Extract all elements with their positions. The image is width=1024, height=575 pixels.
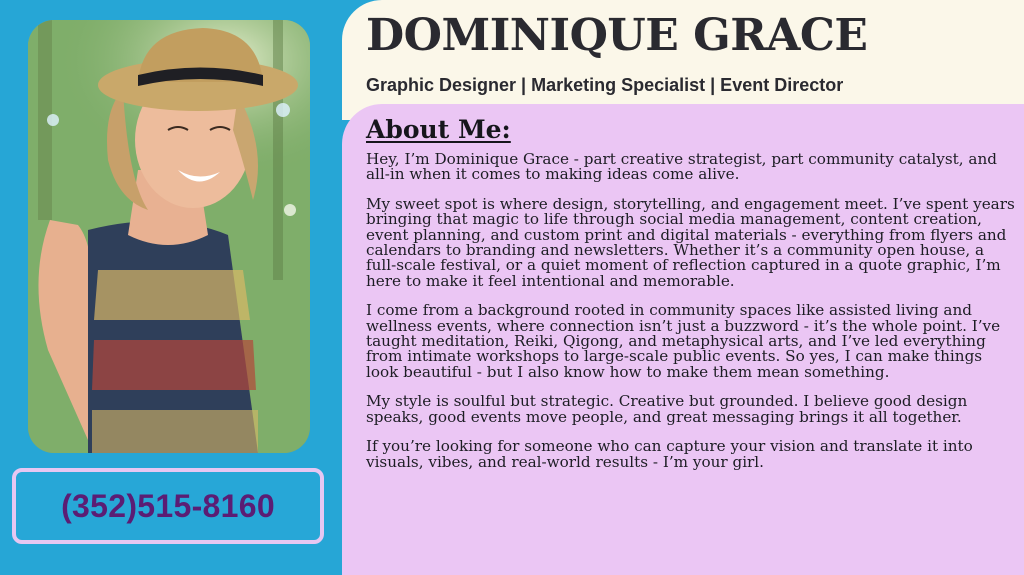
phone-box[interactable] [12, 468, 324, 544]
about-body [366, 152, 1016, 484]
profile-photo [28, 20, 310, 453]
about-paragraph-1: Hey, I’m Dominique Grace - part creative strategist, part community catalyst, and all-in when it comes to making ideas come alive. [366, 150, 997, 184]
photo-illustration [28, 20, 310, 453]
about-paragraph-5: If you’re looking for someone who can capture your vision and translate it into visuals, vibes, and real-world results - I’m your girl. [366, 437, 973, 471]
name-title: DOMINIQUE GRACE [366, 10, 868, 61]
about-heading: About Me: [366, 115, 511, 144]
about-paragraph-2: My sweet spot is where design, storytelling, and engagement meet. I’ve spent years bringing that magic to life through social media management, content creation, event planning, and custom print and digital materials - everything from flyers and calendars to branding and newsletters. Whether it’s a community open house, a full-scale festival, or a quiet moment of reflection captured in a quote graphic, I’m here to make it feel intentional and memorable. [366, 194, 1015, 290]
about-paragraph-3: I come from a background rooted in community spaces like assisted living and wellness events, where connection isn’t just a buzzword - it’s the whole point. I’ve taught meditation, Reiki, Qigong, and metaphysical arts, and I’ve led everything from intimate workshops to large-scale public events. So yes, I can make things look beautiful - but I also know how to make them mean something. [366, 301, 1001, 381]
phone-number[interactable]: (352)515-8160 [61, 487, 275, 524]
job-titles: Graphic Designer | Marketing Specialist | Event Director [366, 75, 844, 95]
about-paragraph-4: My style is soulful but strategic. Creative but grounded. I believe good design speaks, good events move people, and great messaging brings it all together. [366, 392, 968, 426]
